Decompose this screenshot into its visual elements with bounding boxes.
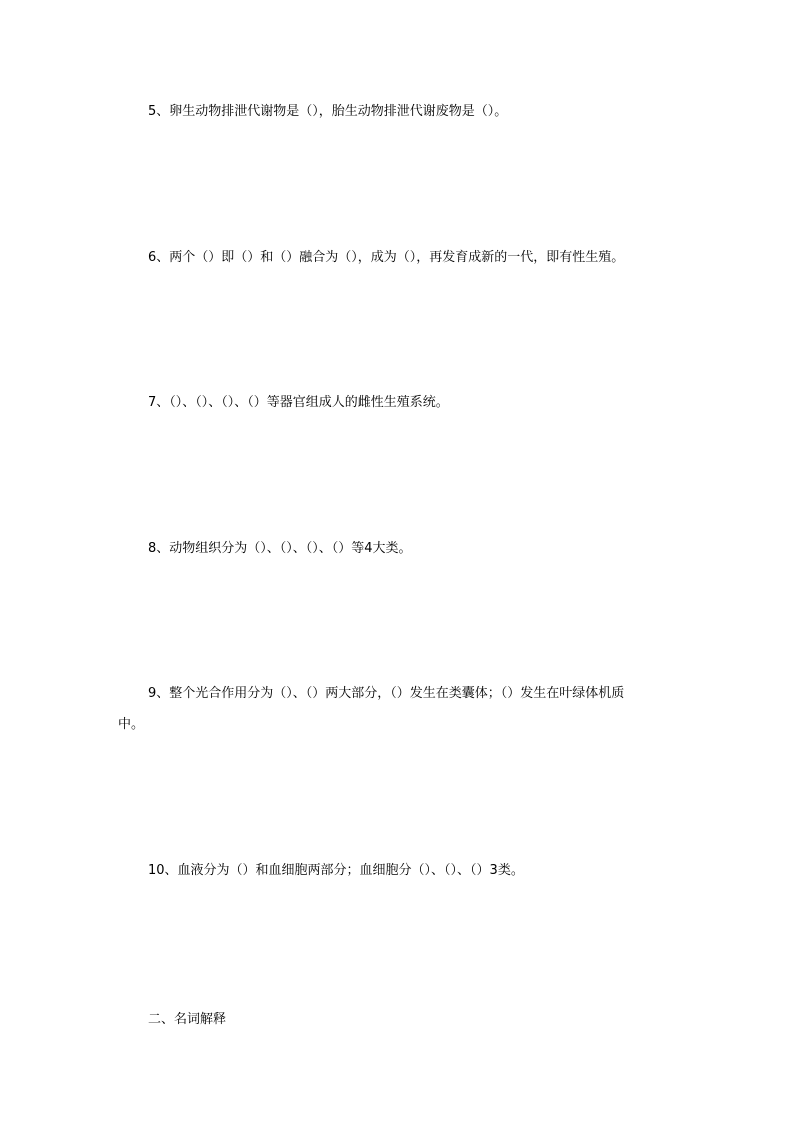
question-9-line-1: 9、整个光合作用分为（）、（）两大部分，（）发生在类囊体；（）发生在叶绿体机质 <box>148 686 625 701</box>
question-10: 10、血液分为（）和血细胞两部分；血细胞分（）、（）、（）3类。 <box>148 863 524 878</box>
question-5: 5、卵生动物排泄代谢物是（），胎生动物排泄代谢废物是（）。 <box>148 104 508 119</box>
question-7: 7、（）、（）、（）、（）等器官组成人的雌性生殖系统。 <box>148 395 449 410</box>
question-8: 8、动物组织分为（）、（）、（）、（）等4大类。 <box>148 541 412 556</box>
question-6: 6、两个（）即（）和（）融合为（），成为（），再发育成新的一代，即有性生殖。 <box>148 250 625 265</box>
question-9-line-2: 中。 <box>118 717 145 732</box>
section-heading: 二、名词解释 <box>148 1012 227 1027</box>
